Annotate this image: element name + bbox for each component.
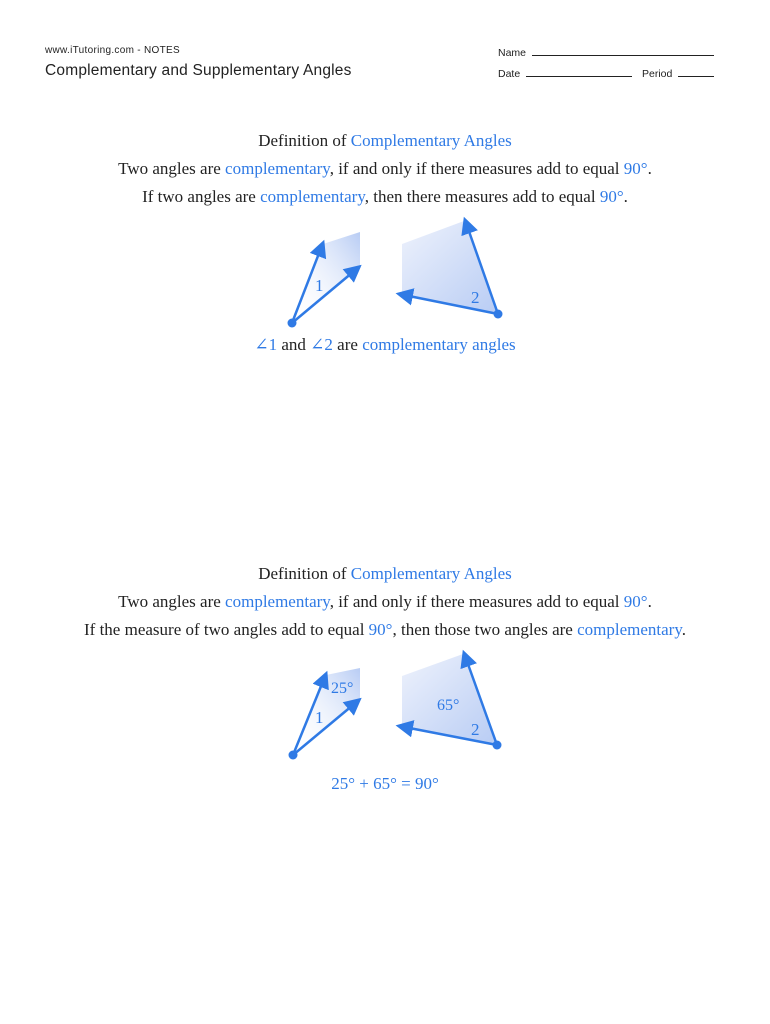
angle-1-figure: [288, 232, 361, 328]
degree-value: 90°: [623, 592, 648, 611]
angle-1-measured-figure: [289, 668, 361, 760]
term: complementary: [577, 620, 682, 639]
angle-2-label: 2: [471, 288, 480, 307]
text: , if and only if there measures add to equal: [329, 592, 624, 611]
date-label: Date: [498, 68, 521, 80]
heading-term: Complementary Angles: [350, 131, 512, 150]
angle-1-measure: 25°: [331, 680, 354, 697]
section2-heading: [0, 564, 770, 584]
text: If two angles are: [142, 187, 261, 206]
text: , if and only if there measures add to equal: [329, 159, 624, 178]
section2-definition-line1: [0, 592, 770, 612]
heading-term: Complementary Angles: [350, 564, 512, 583]
text: Two angles are: [118, 159, 226, 178]
angle-2-label: 2: [471, 720, 480, 739]
heading-prefix: Definition of: [258, 564, 351, 583]
text: .: [647, 159, 652, 178]
angle-1-label: 1: [315, 276, 324, 295]
degree-value: 90°: [623, 159, 648, 178]
value: 90: [623, 592, 641, 611]
value: 90: [623, 159, 641, 178]
text: are: [332, 335, 363, 354]
vertex: [493, 741, 502, 750]
angle-2-measured-figure: [399, 653, 502, 750]
text: If the measure of two angles add to equal: [84, 620, 369, 639]
angle-1-shade: [292, 232, 360, 323]
angle-ref: ∠2: [310, 335, 333, 354]
angle-2-shade: [402, 221, 498, 314]
section2-definition-line2: [0, 620, 770, 640]
text: .: [623, 187, 628, 206]
angle-1-label: 1: [315, 708, 324, 727]
value: 90: [599, 187, 617, 206]
term: complementary: [260, 187, 365, 206]
section1-caption: [0, 335, 770, 355]
vertex: [288, 319, 297, 328]
text: , then there measures add to equal: [364, 187, 600, 206]
angle-2-measure: 65°: [437, 697, 460, 714]
degree-value: 90°: [599, 187, 624, 206]
angle-ref: ∠1: [254, 335, 278, 354]
site-name: www.iTutoring.com - NOTES: [45, 45, 180, 56]
degree-value: 90°: [368, 620, 393, 639]
text: and: [277, 335, 311, 354]
term: complementary angles: [362, 335, 516, 354]
text: Two angles are: [118, 592, 226, 611]
period-label: Period: [642, 68, 673, 80]
text: .: [647, 592, 652, 611]
name-label: Name: [498, 47, 527, 59]
equation: 25° + 65° = 90°: [331, 774, 439, 793]
vertex: [289, 751, 298, 760]
vertex: [494, 310, 503, 319]
term: complementary: [225, 159, 330, 178]
heading-prefix: Definition of: [258, 131, 351, 150]
text: .: [681, 620, 686, 639]
document-title: Complementary and Supplementary Angles: [45, 62, 352, 79]
value: 90: [368, 620, 386, 639]
angle-2-figure: [399, 220, 503, 319]
term: complementary: [225, 592, 330, 611]
text: , then those two angles are: [392, 620, 578, 639]
